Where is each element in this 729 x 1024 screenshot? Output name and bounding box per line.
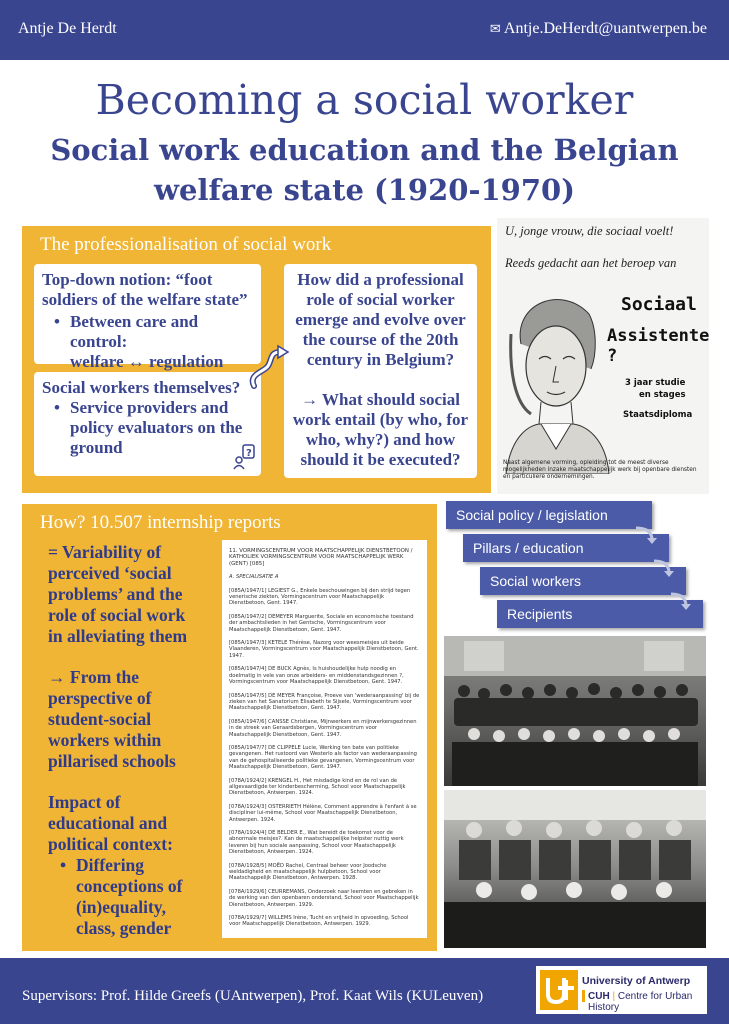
reference-entry: [085A/1947/6] CANSSE Christiane, Mijnwerkers en mijnwerkersgezinnen in de streek van Geraardsbergen, Vormingscentrum voor Maatschappelijk Dienstbetoon, Gent. 1947. xyxy=(229,718,417,738)
subtitle: Social work education and the Belgian welfare state (1920-1970) xyxy=(50,133,679,207)
followup-line: who, why?) and how xyxy=(305,430,456,449)
poster-big2: Assistente ? xyxy=(607,326,709,366)
followup-line: → What should social xyxy=(301,390,460,409)
poster-big1: Sociaal xyxy=(621,294,697,315)
group-photo-top xyxy=(444,636,706,786)
reference-entry: [085A/1947/1] LEGIEST G., Enkele beschouwingen bij den strijd tegen venerische ziekten, Vormingscentrum voor Maatschappelijk Dienstbetoon, Gent. 1947. xyxy=(229,587,411,607)
flow-step-social-workers: Social workers xyxy=(480,567,686,595)
bullet-item: • Differing conceptions of (in)equality, class, gender xyxy=(60,855,183,938)
internship-reports-panel xyxy=(22,504,437,951)
reference-entry: [085A/1947/2] DEMEYER Marguerite, Sociale en economische toestand der ambachtslieden in het Gentsche, Vormingscentrum voor Maatschappelijk Dienstbetoon, Gent. 1947. xyxy=(229,613,414,633)
question-line: role of social worker xyxy=(306,290,455,309)
followup-line: should it be executed? xyxy=(300,450,461,469)
reference-entry: [085A/1947/5] DE MEYER Françoise, Proeve van 'wederaanpassing' bij de zieken van het Sanatorium Elisabeth te Sijsele, Vormingscentrum voor Maatschappelijk Dienstbetoon, Gent. 1947. xyxy=(229,692,420,712)
reference-entry: [085A/1947/7] DE CLIPPELE Lucie, Werking ten bate van politieke gevangenen. Het rustoord van Westerlo als factor van wederaanpassing van de gehospitaliseerde politieke gevangenen, Vormingscentrum voor Maatschappelijk Dienstbetoon, Gent. 1947. xyxy=(229,744,417,771)
poster-line1: U, jonge vrouw, die sociaal voelt! xyxy=(505,224,674,238)
followup-line: work entail (by who, for xyxy=(292,410,469,429)
logo-centre-name: CUH | Centre for Urban History xyxy=(588,991,693,1013)
flow-step-recipients: Recipients xyxy=(497,600,703,628)
uantwerp-logo-icon xyxy=(540,970,578,1010)
curved-arrow-icon xyxy=(248,344,292,392)
reference-entry: [078A/1924/2] KRENGEL H., Het misdadige kind en de rol van de allgevaardigde ter kinderbescherming, School voor Maatschappelijk Dienstbetoon, Antwerpen. 1924. xyxy=(229,777,406,797)
footer-bar xyxy=(0,958,729,1024)
reference-entry: [078A/1929/6] CEURREMANS, Onderzoek naar leemten en gebreken in de werking van den openbaren onderstand, School voor Maatschappelijk Dienstbetoon, Antwerpen. 1929. xyxy=(229,888,419,908)
variability-text: = Variability of perceived ‘social problems’ and the role of social work in alleviating them → From the perspective of student-social workers within pillarised schools Impact of educational and political context: • Differing conceptions of (in)equality, class, gender xyxy=(48,542,188,938)
reference-entry: [078A/1924/3] OSTERRIETH Hélène, Comment apprendre à l'enfant à se discipliner lui-même, School voor Maatschappelijk Dienstbetoon, Antwerpen. 1924. xyxy=(229,803,417,823)
bullet-item: • Service providers and policy evaluators on the ground xyxy=(42,398,253,458)
poster-caption: Naast algemene vorming, opleiding tot de meest diverse mogelijkheden inzake maatschappelijk werk bij openbare diensten en particuliere ondernemingen. xyxy=(503,460,697,481)
question-line: the course of the 20th xyxy=(302,330,459,349)
poster-sub3: Staatsdiploma xyxy=(623,410,693,420)
poster-sub1: 3 jaar studie xyxy=(625,378,686,388)
question-line: emerge and evolve over xyxy=(295,310,466,329)
woman-portrait-sketch xyxy=(501,274,611,474)
reference-entry: [078A/1924/4] DE BELDER E., Wat bereidt de toekomst voor de abnormale meisjes?. Kan de maatschappelijke helpster nuttig werk leveren bij hun sociale aanpassing, School voor Maatschappelijk Dienstbetoon, Antwerpen. 1924. xyxy=(229,830,404,856)
supervisors-text: Supervisors: Prof. Hilde Greefs (UAntwerpen), Prof. Kaat Wils (KULeuven) xyxy=(22,988,484,1004)
section-heading: The professionalisation of social work xyxy=(40,234,332,255)
question-line: century in Belgium? xyxy=(306,350,455,369)
reference-list xyxy=(222,540,427,938)
bullet-item: • Between care and control: welfare ↔ regulation xyxy=(42,312,253,372)
logo-separator: | xyxy=(612,991,616,1002)
flow-step-pillars: Pillars / education xyxy=(463,534,669,562)
professionalisation-panel xyxy=(22,226,491,493)
top-down-box: Top-down notion: “foot soldiers of the welfare state” • Between care and control: welfare ↔ regulation xyxy=(34,264,261,364)
flow-step-policy: Social policy / legislation xyxy=(446,501,652,529)
flow-arrows xyxy=(630,520,710,620)
logo-divider xyxy=(582,990,585,1002)
poster-line2: Reeds gedacht aan het beroep van xyxy=(505,256,677,270)
reference-entry: [085A/1947/4] DE BUCK Agnès, Is huishoudelijke hulp noodig en doelmatig in vele van onze arbeiders- en middenstandsgezinnen ?, Vormingscentrum voor Maatschappelijk Dienstbetoon, Gent. 1947. xyxy=(229,666,404,686)
reference-header: 11. VORMINGSCENTRUM VOOR MAATSCHAPPELIJK DIENSTBETOON / KATHOLIEK VORMINGSCENTRUM VOOR MAATSCHAPPELIJK WERK (GENT) [085] xyxy=(229,548,413,567)
university-logo[interactable] xyxy=(536,966,707,1014)
reference-section-label: A. SPECIALISATIE A xyxy=(229,574,279,581)
section-heading: How? 10.507 internship reports xyxy=(40,512,281,533)
research-question-box xyxy=(284,264,477,478)
reference-entry: [078A/1929/7] WILLEMS Irène, Tucht en vrijheid in opvoeding, School voor Maatschappelijk Dienstbetoon, Antwerpen. 1929. xyxy=(229,915,409,928)
header-bar xyxy=(0,0,729,60)
social-workers-box: Social workers themselves? • Service providers and policy evaluators on the ground ? xyxy=(34,372,261,476)
logo-university-name: University of Antwerp xyxy=(582,975,691,987)
recruitment-poster-image xyxy=(497,218,709,494)
main-title: Becoming a social worker xyxy=(95,76,634,124)
reference-entry: [078A/1928/5] MOËD Rachel, Centraal beheer voor Joodsche weldadigheid en maatschappelijk hulpbetoon, School voor Maatschappelijk Dienstbetoon, Antwerpen. 1928. xyxy=(229,862,387,882)
author-email[interactable]: ✉ Antje.DeHerdt@uantwerpen.be xyxy=(489,20,707,37)
poster-sub2: en stages xyxy=(639,390,686,400)
svg-text:?: ? xyxy=(246,448,252,459)
person-question-icon xyxy=(233,444,255,470)
poster-title xyxy=(0,76,729,210)
question-line: How did a professional xyxy=(297,270,464,289)
reference-entry: [085A/1947/3] KETELE Thérèse, Nazorg voor weesmeisjes uit beide Vlaanderen, Vormingscentrum voor Maatschappelijk Dienstbetoon, Gent. 1947. xyxy=(229,640,419,659)
email-icon: ✉ xyxy=(489,21,501,36)
author-name: Antje De Herdt xyxy=(18,20,117,37)
group-photo-bottom xyxy=(444,790,706,948)
